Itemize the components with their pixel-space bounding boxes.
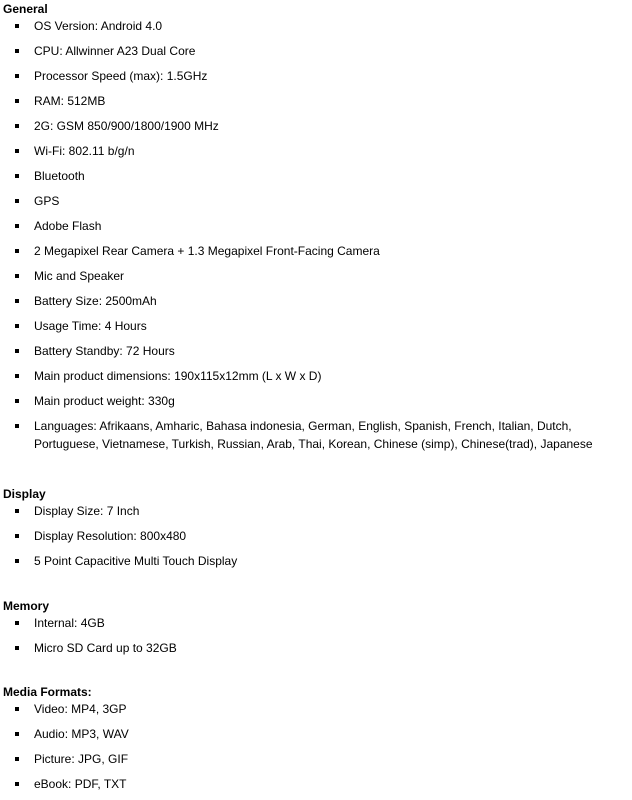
bullet-icon xyxy=(15,534,19,538)
list-item: Usage Time: 4 Hours xyxy=(3,317,629,335)
list-item: 2G: GSM 850/900/1800/1900 MHz xyxy=(3,117,629,135)
section-heading: Media Formats: xyxy=(3,685,92,699)
bullet-icon xyxy=(15,646,19,650)
list-item: Internal: 4GB xyxy=(3,614,629,632)
bullet-icon xyxy=(15,49,19,53)
bullet-icon xyxy=(15,24,19,28)
list-item: GPS xyxy=(3,192,629,210)
bullet-icon xyxy=(15,349,19,353)
section-general xyxy=(3,2,629,453)
bullet-icon xyxy=(15,732,19,736)
list-item: Processor Speed (max): 1.5GHz xyxy=(3,67,629,85)
section-heading: Display xyxy=(3,487,46,501)
list-item: Main product dimensions: 190x115x12mm (L x W x D) xyxy=(3,367,629,385)
list-item: Mic and Speaker xyxy=(3,267,629,285)
section-memory xyxy=(3,599,629,657)
bullet-icon xyxy=(15,99,19,103)
list-item: 2 Megapixel Rear Camera + 1.3 Megapixel Front-Facing Camera xyxy=(3,242,629,260)
list-item: Bluetooth xyxy=(3,167,629,185)
list-item: Picture: JPG, GIF xyxy=(3,750,629,768)
bullet-icon xyxy=(15,74,19,78)
bullet-icon xyxy=(15,124,19,128)
bullet-icon xyxy=(15,509,19,513)
list-item: Languages: Afrikaans, Amharic, Bahasa indonesia, German, English, Spanish, French, Italian, Dutch, Portuguese, Vietnamese, Turkish, Russian, Arab, Thai, Korean, Chinese (simp), Chinese(trad), Japanese xyxy=(3,417,629,453)
bullet-icon xyxy=(15,199,19,203)
list-item: RAM: 512MB xyxy=(3,92,629,110)
spec-list xyxy=(3,502,629,570)
bullet-icon xyxy=(15,224,19,228)
spec-list xyxy=(3,17,629,453)
list-item: Video: MP4, 3GP xyxy=(3,700,629,718)
list-item: Main product weight: 330g xyxy=(3,392,629,410)
section-display xyxy=(3,487,629,570)
bullet-icon xyxy=(15,249,19,253)
bullet-icon xyxy=(15,399,19,403)
list-item: Wi-Fi: 802.11 b/g/n xyxy=(3,142,629,160)
bullet-icon xyxy=(15,149,19,153)
bullet-icon xyxy=(15,374,19,378)
bullet-icon xyxy=(15,757,19,761)
list-item: Audio: MP3, WAV xyxy=(3,725,629,743)
list-item: Display Resolution: 800x480 xyxy=(3,527,629,545)
bullet-icon xyxy=(15,559,19,563)
list-item: Battery Standby: 72 Hours xyxy=(3,342,629,360)
bullet-icon xyxy=(15,782,19,786)
bullet-icon xyxy=(15,174,19,178)
list-item: Micro SD Card up to 32GB xyxy=(3,639,629,657)
list-item: Adobe Flash xyxy=(3,217,629,235)
list-item: 5 Point Capacitive Multi Touch Display xyxy=(3,552,629,570)
bullet-icon xyxy=(15,707,19,711)
bullet-icon xyxy=(15,621,19,625)
section-media-formats xyxy=(3,685,629,793)
list-item: Battery Size: 2500mAh xyxy=(3,292,629,310)
bullet-icon xyxy=(15,424,19,428)
list-item: CPU: Allwinner A23 Dual Core xyxy=(3,42,629,60)
list-item: Display Size: 7 Inch xyxy=(3,502,629,520)
section-heading: Memory xyxy=(3,599,50,613)
section-heading: General xyxy=(3,2,48,16)
bullet-icon xyxy=(15,299,19,303)
bullet-icon xyxy=(15,274,19,278)
spec-list xyxy=(3,700,629,793)
spec-list xyxy=(3,614,629,657)
list-item: eBook: PDF, TXT xyxy=(3,775,629,793)
bullet-icon xyxy=(15,324,19,328)
list-item: OS Version: Android 4.0 xyxy=(3,17,629,35)
